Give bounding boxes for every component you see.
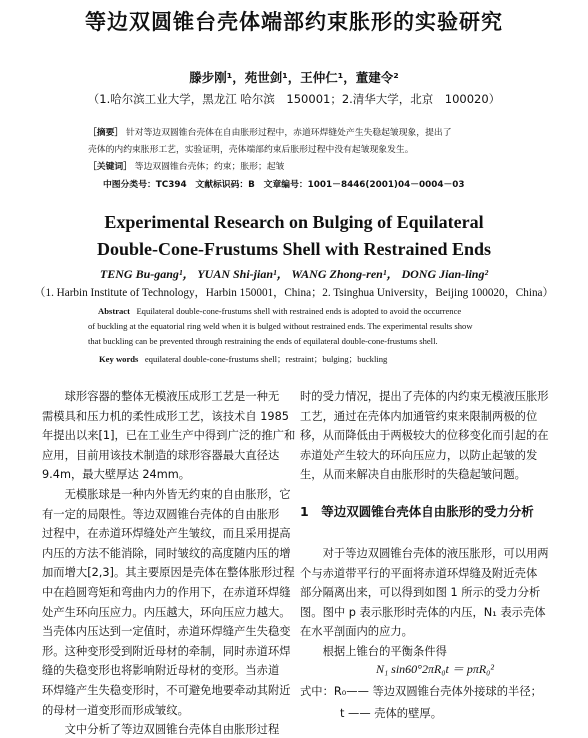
body-text-line: 的母材一道变形而形成皱纹。 xyxy=(42,703,189,717)
body-text-line: 应用，目前用该技术制造的球形容器最大直径达 xyxy=(42,448,280,462)
body-text-line: 内压的方法不能消除，同时皱纹的高度随内压的增 xyxy=(42,546,291,560)
paper-title-en-line2: Double-Cone-Frustums Shell with Restrained Ends xyxy=(96,239,492,259)
equilibrium-formula: N₁ sin60°2πR₀t ＝ pπR₀² xyxy=(376,662,494,676)
abstract-en-line3: that buckling can be prevented through restraining the ends of equilateral double-cone-frustums shell. xyxy=(88,336,438,346)
body-text-line: 形。这种变形受到附近母材的牵制，同时赤道环焊 xyxy=(42,644,291,658)
section-title-1: 1 等边双圆锥台壳体自由胀形的受力分析 xyxy=(300,504,534,519)
abstract-label-en: Abstract xyxy=(98,306,130,316)
affiliation-en: （1. Harbin Institute of Technology，Harbin 150001，China；2. Tsinghua University，Beijing 100020，China） xyxy=(34,287,554,299)
body-text-line: 生，从而来解决自由胀形时的失稳起皱问题。 xyxy=(300,468,526,482)
body-text-line: 图。图中 p 表示胀形时壳体的内压，N₁ 表示壳体 xyxy=(300,605,546,619)
body-text-line: 部分隔离出来，可以得到如图 1 所示的受力分析 xyxy=(300,586,541,600)
body-text-line: 缝的失稳变形也将影响附近母材的变形。当赤道 xyxy=(42,664,280,678)
classification-meta: 中图分类号：TC394 文献标识码：B 文章编号：1001－8446(2001)04－0004－03 xyxy=(103,180,465,190)
keywords-zh: ［关键词］ 等边双圆锥台壳体；约束；胀形；起皱 xyxy=(88,162,285,172)
body-text-line: 赤道处产生较大的环向压应力，以防止起皱的发 xyxy=(300,448,538,462)
body-text-line: 工艺，通过在壳体内加通管约束来限制两极的位 xyxy=(300,409,538,423)
body-text-line: 无模胀球是一种内外皆无约束的自由胀形，它 xyxy=(42,488,291,501)
keywords-en: Key words equilateral double-cone-frustums shell；restraint；bulging；buckling xyxy=(99,354,388,364)
authors-en: TENG Bu-gang¹， YUAN Shi-jian¹， WANG Zhong-ren¹， DONG Jian-ling² xyxy=(99,267,489,281)
abstract-en-line1: Abstract Equilateral double-cone-frustums shell with restrained ends is adopted to avoid the occurrence xyxy=(98,306,462,316)
body-text-line: 有一定的局限性。等边双圆锥台壳体的自由胀形 xyxy=(42,507,280,521)
abstract-en-line2: of buckling at the equatorial ring weld when it is bulged without restrained ends. The experimental results show xyxy=(88,321,473,331)
body-text-line: 在水平剖面内的应力。 xyxy=(300,625,413,639)
body-text-line: 9.4m，最大壁厚达 24mm。 xyxy=(42,468,191,482)
body-text-line: 处产生环向压应力。内压越大，环向压应力越大。 xyxy=(42,605,291,619)
body-text-line: 移，从而降低由于两极较大的位移变化而引起的在 xyxy=(300,429,549,443)
keywords-label-zh: ［关键词］ xyxy=(88,162,132,172)
abstract-label-zh: ［摘要］ xyxy=(88,128,124,138)
paper-title-zh: 等边双圆锥台壳体端部约束胀形的实验研究 xyxy=(85,10,503,34)
abstract-zh-line2: 壳体的内约束胀形工艺，实验证明，壳体端部约束后胀形过程中没有起皱现象发生。 xyxy=(88,145,414,155)
body-text-line: 个与赤道带平行的平面将赤道环焊缝及附近壳体 xyxy=(300,566,538,580)
authors-zh: 滕步刚¹，苑世剑¹，王仲仁¹，董建令² xyxy=(189,70,399,85)
body-text-line: 年提出以来[1]，已在工业生产中得到广泛的推广和 xyxy=(42,429,296,443)
paper-title-en-line1: Experimental Research on Bulging of Equilateral xyxy=(104,212,484,232)
affiliation-zh: （1.哈尔滨工业大学，黑龙江 哈尔滨 150001；2.清华大学，北京 100020） xyxy=(87,92,501,106)
abstract-zh-line1: ［摘要］ 针对等边双圆锥台壳体在自由胀形过程中，赤道环焊缝处产生失稳起皱现象，提出了 xyxy=(88,128,452,138)
formula-where-line1: 式中：R₀—— 等边双圆锥台壳体外接球的半径； xyxy=(300,685,542,698)
body-text-line: 球形容器的整体无模液压成形工艺是一种无 xyxy=(42,390,280,403)
body-text-line: 环焊缝产生失稳变形时，不可避免地要牵动其附近 xyxy=(42,684,291,697)
body-text-line: 当壳体内压达到一定值时，赤道环焊缝产生失稳变 xyxy=(42,625,291,639)
body-text-line: 时的受力情况，提出了壳体的内约束无模液压胀形 xyxy=(300,390,549,403)
body-text-line: 加而增大[2,3]。其主要原因是壳体在整体胀形过程 xyxy=(42,566,295,580)
body-text-line: 过程中，在赤道环焊缝处产生皱纹，而且采用提高 xyxy=(42,527,291,541)
body-text-line: 中在趋圆弯矩和弯曲内力的作用下，在赤道环焊缝 xyxy=(42,586,291,599)
body-text-line: 根据上锥台的平衡条件得 xyxy=(300,645,447,658)
keywords-label-en: Key words xyxy=(99,354,139,364)
body-text-line: 需模具和压力机的柔性成形工艺，该技术自 1985 xyxy=(42,409,289,423)
formula-where-line2: t —— 壳体的壁厚。 xyxy=(340,707,442,720)
body-text-line: 文中分析了等边双圆锥台壳体自由胀形过程 xyxy=(42,723,280,737)
body-text-line: 对于等边双圆锥台壳体的液压胀形，可以用两 xyxy=(300,547,549,560)
